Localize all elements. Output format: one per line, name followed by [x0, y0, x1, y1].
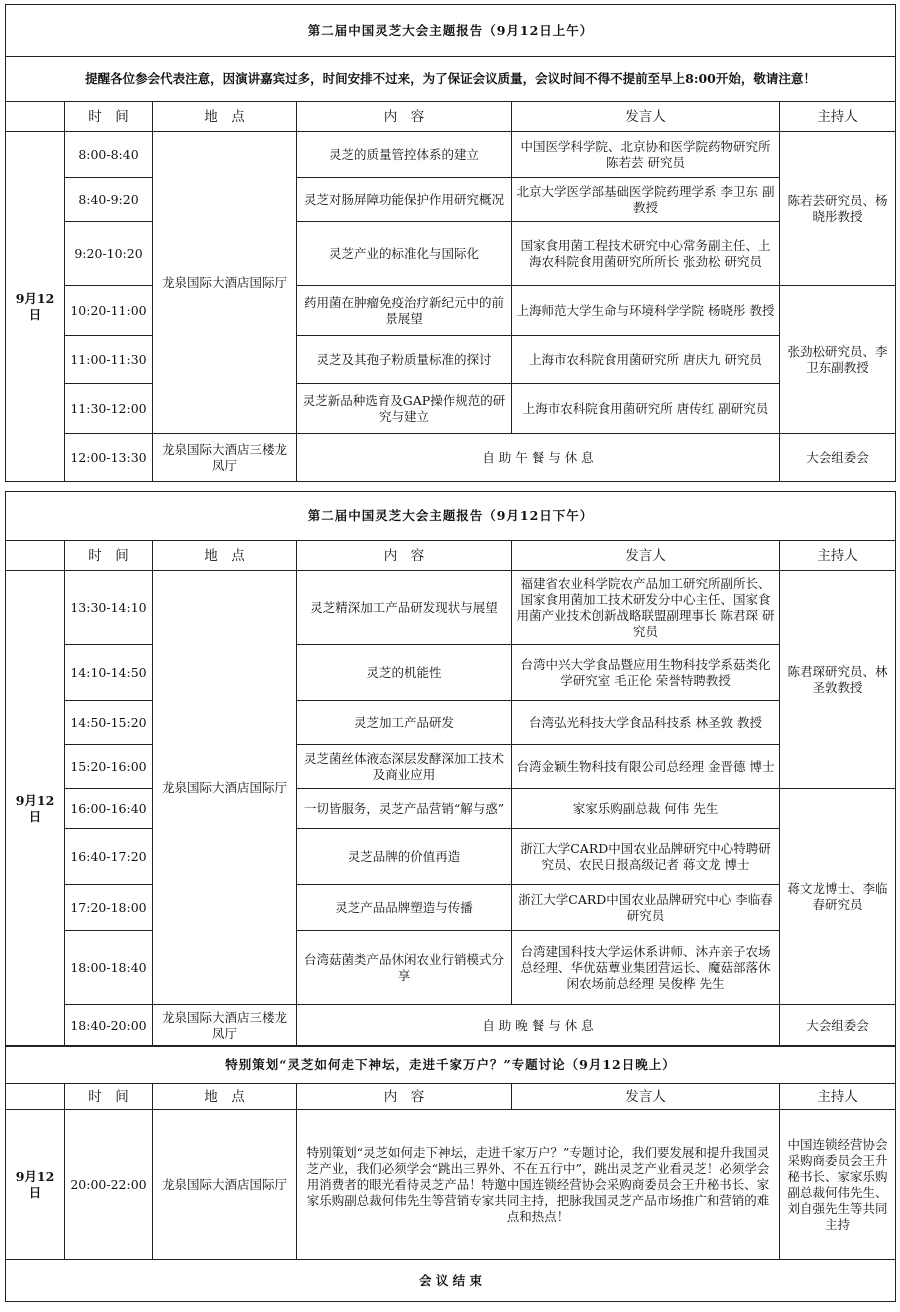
- morning-host-1: 陈若芸研究员、杨晓彤教授: [780, 132, 896, 286]
- morning-venue: 龙泉国际大酒店国际厅: [153, 132, 297, 434]
- session-time: 11:30-12:00: [65, 384, 153, 434]
- header-content: 内 容: [297, 102, 512, 132]
- session-speaker: 中国医学科学院、北京协和医学院药物研究所 陈若芸 研究员: [512, 132, 780, 178]
- session-speaker: 上海师范大学生命与环境科学学院 杨晓彤 教授: [512, 286, 780, 336]
- lunch-time: 12:00-13:30: [65, 434, 153, 482]
- morning-date: 9月12日: [6, 132, 65, 482]
- afternoon-venue: 龙泉国际大酒店国际厅: [153, 571, 297, 1005]
- session-time: 18:00-18:40: [65, 931, 153, 1005]
- session-topic: 台湾菇菌类产品休闲农业行销模式分享: [297, 931, 512, 1005]
- session-speaker: 家家乐购副总裁 何伟 先生: [512, 789, 780, 829]
- header-date: [6, 541, 65, 571]
- header-speaker: 发言人: [512, 541, 780, 571]
- session-time: 8:00-8:40: [65, 132, 153, 178]
- session-speaker: 台湾中兴大学食品暨应用生物科技学系菇类化学研究室 毛正伦 荣誉特聘教授: [512, 645, 780, 701]
- header-content: 内 容: [297, 1084, 512, 1110]
- session-speaker: 国家食用菌工程技术研究中心常务副主任、上海农科院食用菌研究所所长 张劲松 研究员: [512, 222, 780, 286]
- session-speaker: 北京大学医学部基础医学院药理学系 李卫东 副教授: [512, 178, 780, 222]
- session-time: 16:00-16:40: [65, 789, 153, 829]
- header-content: 内 容: [297, 541, 512, 571]
- dinner-venue: 龙泉国际大酒店三楼龙凤厅: [153, 1005, 297, 1047]
- session-topic: 药用菌在肿瘤免疫治疗新纪元中的前景展望: [297, 286, 512, 336]
- session-speaker: 浙江大学CARD中国农业品牌研究中心 李临春 研究员: [512, 885, 780, 931]
- evening-date: 9月12日: [6, 1110, 65, 1260]
- header-date: [6, 1084, 65, 1110]
- afternoon-date: 9月12日: [6, 571, 65, 1047]
- session-topic: 灵芝对肠屏障功能保护作用研究概况: [297, 178, 512, 222]
- session-topic: 灵芝品牌的价值再造: [297, 829, 512, 885]
- session-time: 15:20-16:00: [65, 745, 153, 789]
- session-time: 10:20-11:00: [65, 286, 153, 336]
- morning-notice: 提醒各位参会代表注意，因演讲嘉宾过多，时间安排不过来，为了保证会议质量，会议时间不得不提前至早上8:00开始，敬请注意！: [6, 57, 896, 102]
- lunch-venue: 龙泉国际大酒店三楼龙凤厅: [153, 434, 297, 482]
- session-topic: 灵芝的质量管控体系的建立: [297, 132, 512, 178]
- header-venue: 地 点: [153, 1084, 297, 1110]
- afternoon-title: 第二届中国灵芝大会主题报告（9月12日下午）: [6, 492, 896, 541]
- header-time: 时 间: [65, 102, 153, 132]
- session-speaker: 台湾建国科技大学运休系讲师、沐卉亲子农场总经理、华优菇蕈业集团营运长、魔菇部落休闲农场前总经理 吴俊桦 先生: [512, 931, 780, 1005]
- session-time: 13:30-14:10: [65, 571, 153, 645]
- afternoon-host-2: 蒋文龙博士、李临春研究员: [780, 789, 896, 1005]
- session-topic: 灵芝菌丝体液态深层发酵深加工技术及商业应用: [297, 745, 512, 789]
- session-speaker: 福建省农业科学院农产品加工研究所副所长、国家食用菌加工技术研发分中心主任、国家食用菌产业技术创新战略联盟副理事长 陈君琛 研究员: [512, 571, 780, 645]
- header-host: 主持人: [780, 541, 896, 571]
- evening-time: 20:00-22:00: [65, 1110, 153, 1260]
- afternoon-host-1: 陈君琛研究员、林圣敦教授: [780, 571, 896, 789]
- morning-host-2: 张劲松研究员、李卫东副教授: [780, 286, 896, 434]
- session-time: 14:10-14:50: [65, 645, 153, 701]
- evening-content: 特别策划“灵芝如何走下神坛，走进千家万户？”专题讨论，我们要发展和提升我国灵芝产业，我们必须学会“跳出三界外、不在五行中”，跳出灵芝产业看灵芝！必须学会用消费者的眼光看待灵芝产品！特邀中国连锁经营协会采购商委员会王升秘书长、家家乐购副总裁何伟先生等营销专家共同主持，把脉我国灵芝产品市场推广和营销的难点和热点！: [297, 1110, 780, 1260]
- session-topic: 灵芝精深加工产品研发现状与展望: [297, 571, 512, 645]
- session-topic: 灵芝及其孢子粉质量标准的探讨: [297, 336, 512, 384]
- lunch-host: 大会组委会: [780, 434, 896, 482]
- header-host: 主持人: [780, 102, 896, 132]
- header-time: 时 间: [65, 541, 153, 571]
- header-venue: 地 点: [153, 541, 297, 571]
- dinner-time: 18:40-20:00: [65, 1005, 153, 1047]
- dinner-host: 大会组委会: [780, 1005, 896, 1047]
- session-time: 17:20-18:00: [65, 885, 153, 931]
- session-speaker: 台湾弘光科技大学食品科技系 林圣敦 教授: [512, 701, 780, 745]
- session-speaker: 浙江大学CARD中国农业品牌研究中心特聘研究员、农民日报高级记者 蒋文龙 博士: [512, 829, 780, 885]
- session-time: 11:00-11:30: [65, 336, 153, 384]
- session-time: 14:50-15:20: [65, 701, 153, 745]
- dinner-content: 自 助 晚 餐 与 休 息: [297, 1005, 780, 1047]
- session-speaker: 上海市农科院食用菌研究所 唐传红 副研究员: [512, 384, 780, 434]
- session-topic: 灵芝的机能性: [297, 645, 512, 701]
- closing-text: 会 议 结 束: [6, 1260, 896, 1302]
- header-time: 时 间: [65, 1084, 153, 1110]
- evening-table: [5, 1045, 896, 1302]
- session-topic: 灵芝加工产品研发: [297, 701, 512, 745]
- header-speaker: 发言人: [512, 102, 780, 132]
- header-date: [6, 102, 65, 132]
- header-speaker: 发言人: [512, 1084, 780, 1110]
- session-time: 8:40-9:20: [65, 178, 153, 222]
- header-host: 主持人: [780, 1084, 896, 1110]
- session-time: 16:40-17:20: [65, 829, 153, 885]
- afternoon-table: [5, 491, 896, 1047]
- session-speaker: 台湾金颖生物科技有限公司总经理 金晋德 博士: [512, 745, 780, 789]
- evening-venue: 龙泉国际大酒店国际厅: [153, 1110, 297, 1260]
- evening-host: 中国连锁经营协会采购商委员会王升秘书长、家家乐购副总裁何伟先生、刘自强先生等共同主持: [780, 1110, 896, 1260]
- session-topic: 一切皆服务，灵芝产品营销“解与惑”: [297, 789, 512, 829]
- lunch-content: 自 助 午 餐 与 休 息: [297, 434, 780, 482]
- session-time: 9:20-10:20: [65, 222, 153, 286]
- session-topic: 灵芝新品种选育及GAP操作规范的研究与建立: [297, 384, 512, 434]
- session-topic: 灵芝产品品牌塑造与传播: [297, 885, 512, 931]
- header-venue: 地 点: [153, 102, 297, 132]
- session-speaker: 上海市农科院食用菌研究所 唐庆九 研究员: [512, 336, 780, 384]
- session-topic: 灵芝产业的标准化与国际化: [297, 222, 512, 286]
- morning-table: [5, 4, 896, 482]
- evening-title: 特别策划“灵芝如何走下神坛，走进千家万户？”专题讨论（9月12日晚上）: [6, 1046, 896, 1084]
- morning-title: 第二届中国灵芝大会主题报告（9月12日上午）: [6, 5, 896, 57]
